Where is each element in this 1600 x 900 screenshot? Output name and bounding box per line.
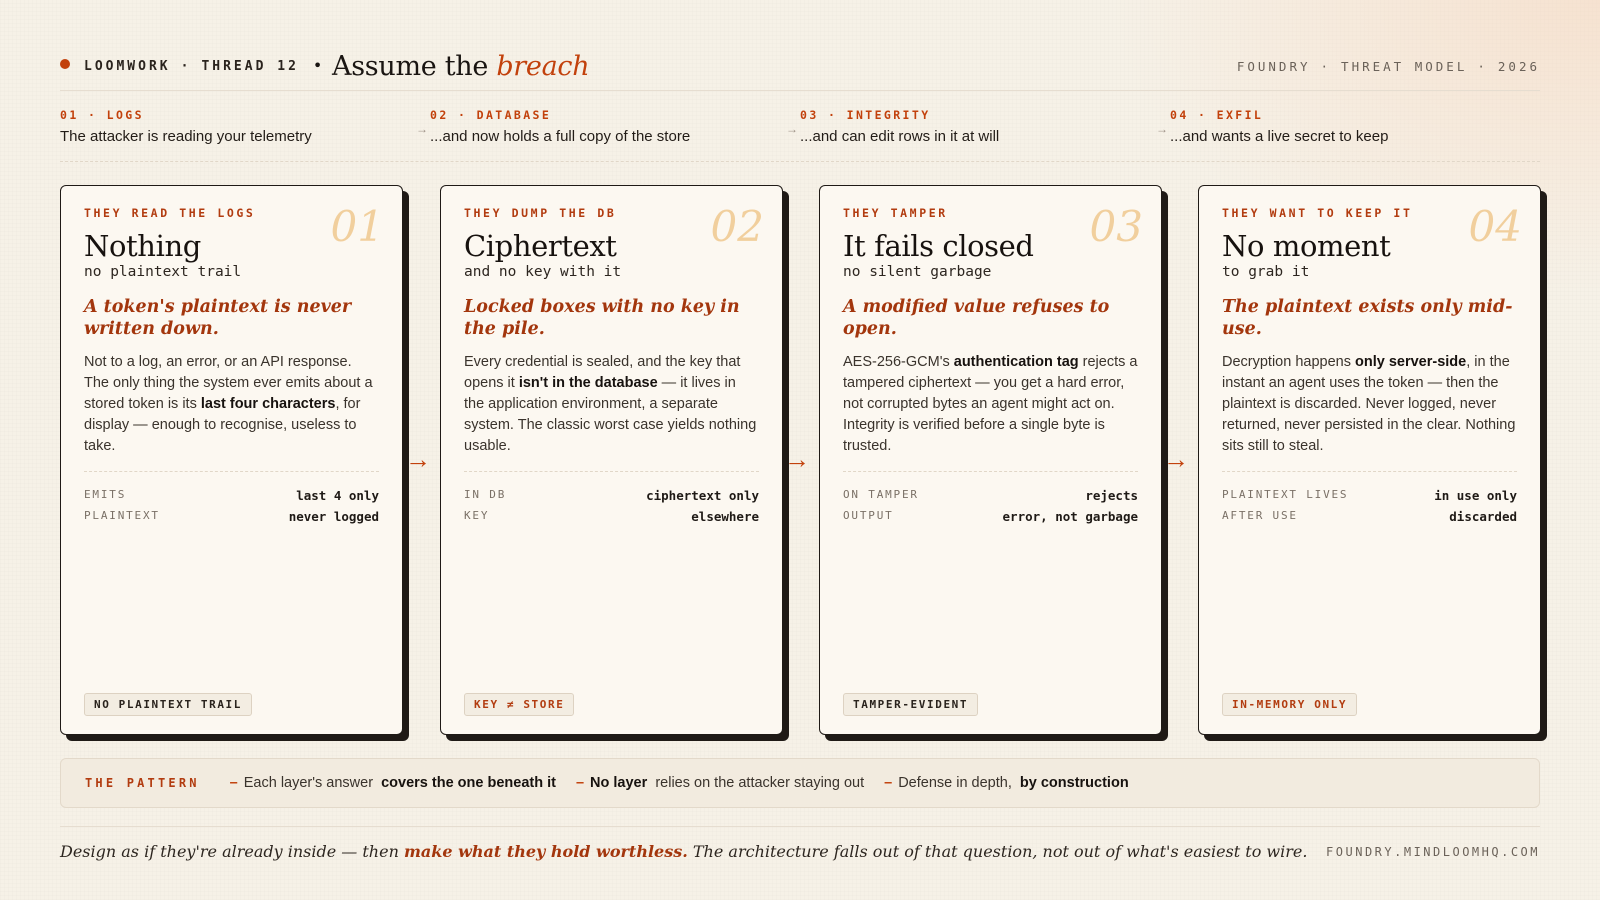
card-number: 04 (1468, 202, 1522, 251)
card-quote: The plaintext exists only mid-use. (1222, 297, 1513, 339)
header (60, 40, 1540, 92)
card-subtitle: no plaintext trail (84, 264, 242, 280)
brand-lockup: LOOMWORK · THREAD 12 (84, 58, 299, 74)
kv-row: PLAINTEXT never logged (84, 509, 379, 524)
card-subtitle: to grab it (1222, 264, 1310, 280)
header-year: 2026 (1497, 58, 1540, 74)
step-number: 04 · EXFIL (1170, 108, 1264, 122)
arrow-right-icon: → (784, 444, 810, 474)
header-org: FOUNDRY (1236, 58, 1311, 74)
card-kicker: THEY READ THE LOGS (84, 206, 256, 220)
arrow-right-icon: → (786, 122, 798, 136)
step-database (416, 108, 800, 158)
kv-row: IN DB ciphertext only (464, 488, 759, 503)
card-kicker: THEY WANT TO KEEP IT (1222, 206, 1413, 220)
step-text: ...and can edit rows in it at will (800, 128, 1000, 145)
step-number: 02 · DATABASE (430, 108, 552, 122)
thread-label: THREAD 12 (201, 58, 299, 74)
card-integrity (819, 185, 1162, 735)
footer (60, 842, 1540, 861)
steps-strip (60, 108, 1540, 158)
card-title: Ciphertext (464, 229, 617, 263)
card-quote: A token's plaintext is never written down. (84, 297, 352, 339)
footer-url: FOUNDRY.MINDLOOMHQ.COM (1326, 844, 1540, 859)
kv-row: KEY elsewhere (464, 509, 759, 524)
arrow-right-icon: → (1156, 122, 1168, 136)
card-kv-list (84, 471, 379, 524)
card-body: AES-256-GCM's authentication tag rejects a tampered ciphertext — you get a hard error, not corrupted bytes an agent might act on. Integrity is verified before a single byte is trusted. (843, 354, 1138, 454)
kv-row: OUTPUT error, not garbage (843, 509, 1138, 524)
card-quote: Locked boxes with no key in the pile. (464, 297, 740, 339)
card-database (440, 185, 783, 735)
card-title: Nothing (84, 229, 201, 263)
divider (60, 826, 1540, 827)
card-kv-list (1222, 471, 1517, 524)
kv-row: PLAINTEXT LIVES in use only (1222, 488, 1517, 503)
pattern-label: THE PATTERN (85, 776, 200, 790)
step-text: The attacker is reading your telemetry (60, 128, 312, 145)
step-text: ...and now holds a full copy of the store (430, 128, 691, 145)
pattern-item: – Each layer's answer covers the one beneath it (229, 775, 556, 791)
divider (60, 161, 1540, 162)
pattern-bar (60, 758, 1540, 808)
card-kicker: THEY DUMP THE DB (464, 206, 617, 220)
card-number: 03 (1089, 202, 1143, 251)
arrow-right-icon: → (1163, 444, 1189, 474)
step-number: 03 · INTEGRITY (800, 108, 931, 122)
card-title: No moment (1222, 229, 1391, 263)
brand-name: LOOMWORK (84, 58, 171, 74)
kv-row: EMITS last 4 only (84, 488, 379, 503)
card-quote: A modified value refuses to open. (843, 297, 1110, 339)
card-number: 01 (330, 202, 384, 251)
card-tag: IN-MEMORY ONLY (1222, 693, 1357, 716)
card-tag: TAMPER-EVIDENT (843, 693, 978, 716)
footer-statement: Design as if they're already inside — then make what they hold worthless. The architecture falls out of that question, not out of what's easiest to wire. (60, 842, 1308, 861)
kv-row: AFTER USE discarded (1222, 509, 1517, 524)
title-accent: breach (496, 50, 590, 82)
kv-row: ON TAMPER rejects (843, 488, 1138, 503)
step-exfil (1156, 108, 1540, 158)
page-title: • Assume the breach (312, 50, 590, 82)
divider (60, 90, 1540, 91)
arrow-right-icon: → (416, 122, 428, 136)
card-number: 02 (710, 202, 764, 251)
step-integrity (786, 108, 1170, 158)
header-doc: THREAT MODEL (1341, 58, 1468, 74)
card-kicker: THEY TAMPER (843, 206, 948, 220)
card-tag: KEY ≠ STORE (464, 693, 574, 716)
card-subtitle: no silent garbage (843, 264, 992, 280)
card-subtitle: and no key with it (464, 264, 622, 280)
step-text: ...and wants a live secret to keep (1170, 128, 1389, 145)
card-logs (60, 185, 403, 735)
card-body: Every credential is sealed, and the key that opens it isn't in the database — it lives in the application environment, a separate system. The classic worst case yields nothing usable. (464, 354, 757, 454)
brand-dot-icon (60, 59, 70, 69)
pattern-item: – Defense in depth, by construction (884, 775, 1129, 791)
step-number: 01 · LOGS (60, 108, 144, 122)
pattern-item: – No layer relies on the attacker staying out (575, 775, 865, 791)
arrow-right-icon: → (405, 444, 431, 474)
card-body: Not to a log, an error, or an API response. The only thing the system ever emits about a stored token is its last four characters, for display — enough to recognise, useless to take. (84, 354, 373, 454)
card-body: Decryption happens only server-side, in the instant an agent uses the token — then the plaintext is discarded. Never logged, never returned, never persisted in the clear. Nothing sits still to steal. (1222, 354, 1516, 454)
step-logs (60, 108, 430, 158)
card-title: It fails closed (843, 229, 1034, 263)
card-kv-list (843, 471, 1138, 524)
title-lead: Assume the (332, 50, 489, 82)
card-tag: NO PLAINTEXT TRAIL (84, 693, 252, 716)
header-meta: FOUNDRY · THREAT MODEL · 2026 (1236, 58, 1540, 74)
card-kv-list (464, 471, 759, 524)
card-exfil (1198, 185, 1541, 735)
